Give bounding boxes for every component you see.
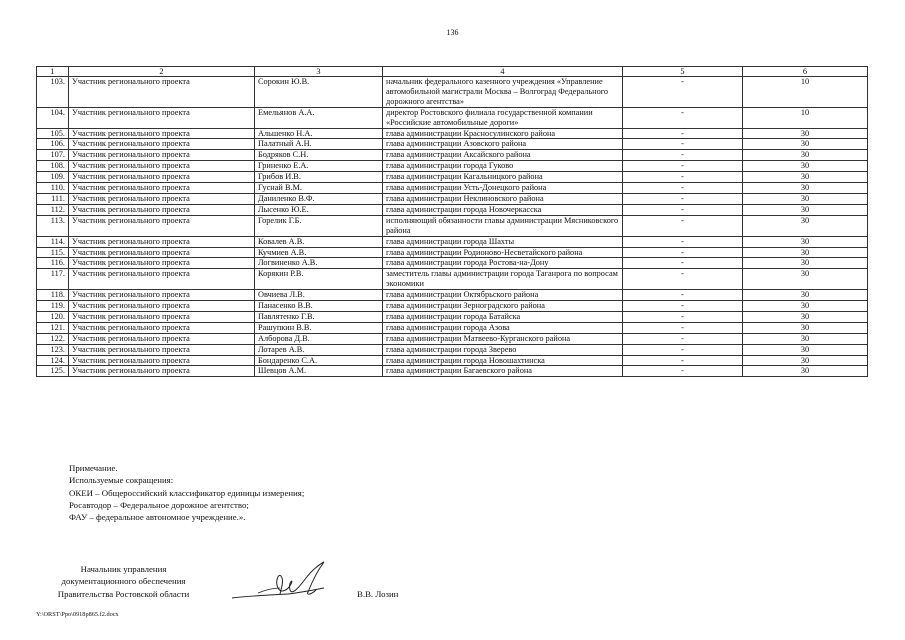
- role-cell: Участник регионального проекта: [69, 161, 255, 172]
- column5-cell: -: [623, 107, 743, 128]
- role-cell: Участник регионального проекта: [69, 128, 255, 139]
- table-row: [37, 193, 868, 204]
- column5-cell: -: [623, 247, 743, 258]
- position-cell: глава администрации Неклиновского района: [383, 193, 623, 204]
- table-row: [37, 269, 868, 290]
- table-row: [37, 258, 868, 269]
- row-number-cell: 112.: [37, 204, 69, 215]
- role-cell: Участник регионального проекта: [69, 172, 255, 183]
- role-cell: Участник регионального проекта: [69, 269, 255, 290]
- table-row: [37, 355, 868, 366]
- name-cell: Кучмиев А.В.: [255, 247, 383, 258]
- column6-cell: 10: [743, 107, 868, 128]
- name-cell: Емельянов А.А.: [255, 107, 383, 128]
- table-row: [37, 107, 868, 128]
- column-header: 2: [69, 67, 255, 77]
- column5-cell: -: [623, 322, 743, 333]
- notes-line: ОКЕИ – Общероссийский классификатор единицы измерения;: [69, 487, 305, 498]
- row-number-cell: 109.: [37, 172, 69, 183]
- position-cell: глава администрации города Шахты: [383, 236, 623, 247]
- position-cell: глава администрации города Батайска: [383, 311, 623, 322]
- name-cell: Лотарев А.В.: [255, 344, 383, 355]
- name-cell: Бондаренко С.А.: [255, 355, 383, 366]
- position-cell: заместитель главы администрации города Таганрога по вопросам экономики: [383, 269, 623, 290]
- row-number-cell: 124.: [37, 355, 69, 366]
- row-number-cell: 108.: [37, 161, 69, 172]
- table-header-row: [37, 67, 868, 77]
- row-number-cell: 111.: [37, 193, 69, 204]
- column6-cell: 30: [743, 322, 868, 333]
- column6-cell: 30: [743, 247, 868, 258]
- role-cell: Участник регионального проекта: [69, 355, 255, 366]
- name-cell: Гриненко Е.А.: [255, 161, 383, 172]
- column-header: 3: [255, 67, 383, 77]
- position-cell: глава администрации города Гуково: [383, 161, 623, 172]
- role-cell: Участник регионального проекта: [69, 107, 255, 128]
- column5-cell: -: [623, 150, 743, 161]
- table-row: [37, 215, 868, 236]
- position-cell: глава администрации Усть-Донецкого района: [383, 183, 623, 194]
- column5-cell: -: [623, 333, 743, 344]
- column5-cell: -: [623, 258, 743, 269]
- page-number: 136: [446, 28, 459, 37]
- position-cell: начальник федерального казенного учреждения «Управление автомобильной магистрали Москва – Волгоград Федерального дорожного агентства»: [383, 77, 623, 108]
- signatory-name: В.В. Лозин: [357, 589, 399, 599]
- column-header: 6: [743, 67, 868, 77]
- row-number-cell: 117.: [37, 269, 69, 290]
- name-cell: Алборова Д.В.: [255, 333, 383, 344]
- position-cell: глава администрации Октябрьского района: [383, 290, 623, 301]
- column6-cell: 30: [743, 215, 868, 236]
- role-cell: Участник регионального проекта: [69, 366, 255, 377]
- role-cell: Участник регионального проекта: [69, 215, 255, 236]
- column6-cell: 30: [743, 311, 868, 322]
- position-cell: глава администрации Азовского района: [383, 139, 623, 150]
- column6-cell: 30: [743, 366, 868, 377]
- role-cell: Участник регионального проекта: [69, 183, 255, 194]
- role-cell: Участник регионального проекта: [69, 258, 255, 269]
- table-row: [37, 333, 868, 344]
- row-number-cell: 114.: [37, 236, 69, 247]
- name-cell: Корякин Р.В.: [255, 269, 383, 290]
- role-cell: Участник регионального проекта: [69, 301, 255, 312]
- column5-cell: -: [623, 161, 743, 172]
- row-number-cell: 104.: [37, 107, 69, 128]
- column5-cell: -: [623, 366, 743, 377]
- column5-cell: -: [623, 215, 743, 236]
- name-cell: Панасенко В.В.: [255, 301, 383, 312]
- row-number-cell: 106.: [37, 139, 69, 150]
- role-cell: Участник регионального проекта: [69, 290, 255, 301]
- column6-cell: 30: [743, 161, 868, 172]
- row-number-cell: 122.: [37, 333, 69, 344]
- column6-cell: 30: [743, 269, 868, 290]
- row-number-cell: 107.: [37, 150, 69, 161]
- column6-cell: 30: [743, 204, 868, 215]
- column-header: 5: [623, 67, 743, 77]
- name-cell: Горелик Г.Б.: [255, 215, 383, 236]
- table-row: [37, 344, 868, 355]
- column6-cell: 10: [743, 77, 868, 108]
- table-row: [37, 139, 868, 150]
- signatory-title-line: документационного обеспечения: [61, 576, 186, 587]
- column6-cell: 30: [743, 193, 868, 204]
- notes-heading: Примечание.: [69, 463, 118, 473]
- role-cell: Участник регионального проекта: [69, 204, 255, 215]
- table-row: [37, 290, 868, 301]
- column6-cell: 30: [743, 236, 868, 247]
- column5-cell: -: [623, 236, 743, 247]
- handwritten-signature: [228, 560, 338, 606]
- position-cell: директор Ростовского филиала государственной компании «Российские автомобильные дороги»: [383, 107, 623, 128]
- table-row: [37, 311, 868, 322]
- row-number-cell: 105.: [37, 128, 69, 139]
- table-row: [37, 366, 868, 377]
- column5-cell: -: [623, 139, 743, 150]
- row-number-cell: 120.: [37, 311, 69, 322]
- name-cell: Овчиева Л.В.: [255, 290, 383, 301]
- row-number-cell: 116.: [37, 258, 69, 269]
- column5-cell: -: [623, 204, 743, 215]
- row-number-cell: 103.: [37, 77, 69, 108]
- name-cell: Сорокин Ю.В.: [255, 77, 383, 108]
- name-cell: Рашупкин В.В.: [255, 322, 383, 333]
- row-number-cell: 110.: [37, 183, 69, 194]
- notes-block: [69, 462, 304, 523]
- table-row: [37, 150, 868, 161]
- table-body: [37, 77, 868, 377]
- column-header: 4: [383, 67, 623, 77]
- position-cell: глава администрации Зерноградского района: [383, 301, 623, 312]
- position-cell: глава администрации Красносулинского района: [383, 128, 623, 139]
- column6-cell: 30: [743, 172, 868, 183]
- position-cell: глава администрации города Ростова-на-Дону: [383, 258, 623, 269]
- role-cell: Участник регионального проекта: [69, 311, 255, 322]
- column5-cell: -: [623, 355, 743, 366]
- name-cell: Логвиненко А.В.: [255, 258, 383, 269]
- column-header: 1: [37, 67, 69, 77]
- table-row: [37, 77, 868, 108]
- column5-cell: -: [623, 301, 743, 312]
- table-row: [37, 322, 868, 333]
- signatory-title-line: Начальник управления: [80, 564, 167, 574]
- role-cell: Участник регионального проекта: [69, 247, 255, 258]
- row-number-cell: 115.: [37, 247, 69, 258]
- name-cell: Даниленко В.Ф.: [255, 193, 383, 204]
- role-cell: Участник регионального проекта: [69, 77, 255, 108]
- role-cell: Участник регионального проекта: [69, 139, 255, 150]
- column6-cell: 30: [743, 258, 868, 269]
- column6-cell: 30: [743, 344, 868, 355]
- signatory-title-line: Правительства Ростовской области: [57, 588, 190, 599]
- row-number-cell: 125.: [37, 366, 69, 377]
- name-cell: Лысенко Ю.Е.: [255, 204, 383, 215]
- name-cell: Палатный А.Н.: [255, 139, 383, 150]
- row-number-cell: 121.: [37, 322, 69, 333]
- row-number-cell: 119.: [37, 301, 69, 312]
- position-cell: глава администрации Аксайского района: [383, 150, 623, 161]
- role-cell: Участник регионального проекта: [69, 193, 255, 204]
- column5-cell: -: [623, 172, 743, 183]
- participants-table: [36, 66, 868, 377]
- name-cell: Бодряков С.Н.: [255, 150, 383, 161]
- role-cell: Участник регионального проекта: [69, 236, 255, 247]
- column5-cell: -: [623, 183, 743, 194]
- table-row: [37, 236, 868, 247]
- table-row: [37, 183, 868, 194]
- column6-cell: 30: [743, 290, 868, 301]
- position-cell: глава администрации Родионово-Несветайского района: [383, 247, 623, 258]
- column5-cell: -: [623, 344, 743, 355]
- row-number-cell: 118.: [37, 290, 69, 301]
- position-cell: глава администрации города Новочеркасска: [383, 204, 623, 215]
- table-row: [37, 204, 868, 215]
- role-cell: Участник регионального проекта: [69, 322, 255, 333]
- column5-cell: -: [623, 290, 743, 301]
- position-cell: глава администрации города Зверево: [383, 344, 623, 355]
- column6-cell: 30: [743, 333, 868, 344]
- signatory-title: [36, 563, 211, 600]
- column6-cell: 30: [743, 301, 868, 312]
- name-cell: Альшенко Н.А.: [255, 128, 383, 139]
- name-cell: Павлятенко Г.В.: [255, 311, 383, 322]
- row-number-cell: 123.: [37, 344, 69, 355]
- file-path: Y:\ORST\Ppo\0918p865.f2.docx: [36, 611, 119, 618]
- column5-cell: -: [623, 128, 743, 139]
- column6-cell: 30: [743, 150, 868, 161]
- column6-cell: 30: [743, 183, 868, 194]
- column6-cell: 30: [743, 128, 868, 139]
- name-cell: Шевцов А.М.: [255, 366, 383, 377]
- name-cell: Грибов И.В.: [255, 172, 383, 183]
- position-cell: глава администрации Багаевского района: [383, 366, 623, 377]
- column6-cell: 30: [743, 355, 868, 366]
- table-row: [37, 128, 868, 139]
- row-number-cell: 113.: [37, 215, 69, 236]
- role-cell: Участник регионального проекта: [69, 150, 255, 161]
- column6-cell: 30: [743, 139, 868, 150]
- notes-line: Росавтодор – Федеральное дорожное агентство;: [69, 499, 249, 510]
- position-cell: глава администрации Матвеево-Курганского района: [383, 333, 623, 344]
- table-row: [37, 301, 868, 312]
- column5-cell: -: [623, 77, 743, 108]
- column5-cell: -: [623, 193, 743, 204]
- name-cell: Гуснай В.М.: [255, 183, 383, 194]
- position-cell: глава администрации города Азова: [383, 322, 623, 333]
- column5-cell: -: [623, 311, 743, 322]
- notes-line: ФАУ – федеральное автономное учреждение.».: [69, 512, 246, 523]
- table-row: [37, 172, 868, 183]
- column5-cell: -: [623, 269, 743, 290]
- position-cell: глава администрации города Новошахтинска: [383, 355, 623, 366]
- table-row: [37, 247, 868, 258]
- table-row: [37, 161, 868, 172]
- position-cell: глава администрации Кагальницкого района: [383, 172, 623, 183]
- position-cell: исполняющий обязанности главы администрации Мясниковского района: [383, 215, 623, 236]
- role-cell: Участник регионального проекта: [69, 344, 255, 355]
- notes-line: Используемые сокращения:: [69, 475, 174, 486]
- role-cell: Участник регионального проекта: [69, 333, 255, 344]
- name-cell: Ковалев А.В.: [255, 236, 383, 247]
